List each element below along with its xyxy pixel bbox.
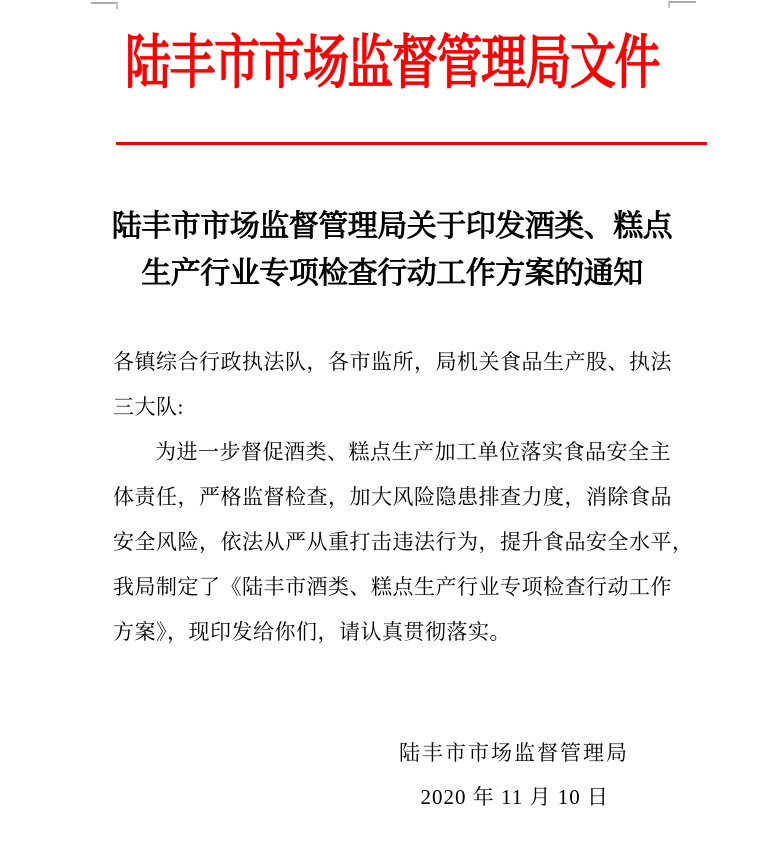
document-title-line-2: 生产行业专项检查行动工作方案的通知 <box>141 257 643 290</box>
body-line: 方案》，现印发给你们，请认真贯彻落实。 <box>113 620 511 644</box>
body-paragraph <box>113 430 694 655</box>
document-body <box>113 340 694 655</box>
document-title <box>0 203 784 297</box>
issue-date: 2020 年 11 月 10 日 <box>420 785 609 809</box>
letterhead-title: 陆丰市市场监督管理局文件 <box>125 29 659 96</box>
addressee-paragraph <box>113 340 675 430</box>
document-title-line-1: 陆丰市市场监督管理局关于印发酒类、糕点 <box>111 210 673 243</box>
signature-block <box>113 740 675 810</box>
body-line: 为进一步督促酒类、糕点生产加工单位落实食品安全主 <box>155 440 671 464</box>
addressee-line: 三大队: <box>113 395 184 419</box>
addressee-line: 各镇综合行政执法队，各市监所，局机关食品生产股、执法 <box>113 350 672 374</box>
issuing-authority-signature: 陆丰市市场监督管理局 <box>399 741 629 765</box>
top-right-margin-mark <box>668 1 696 8</box>
body-line: 体责任，严格监督检查，加大风险隐患排查力度，消除食品 <box>113 485 672 509</box>
body-line: 安全风险，依法从严从重打击违法行为，提升食品安全水平， <box>113 530 694 554</box>
top-left-margin-mark <box>91 2 118 9</box>
body-line: 我局制定了《陆丰市酒类、糕点生产行业专项检查行动工作 <box>113 575 672 599</box>
letterhead-divider-rule <box>116 142 707 145</box>
